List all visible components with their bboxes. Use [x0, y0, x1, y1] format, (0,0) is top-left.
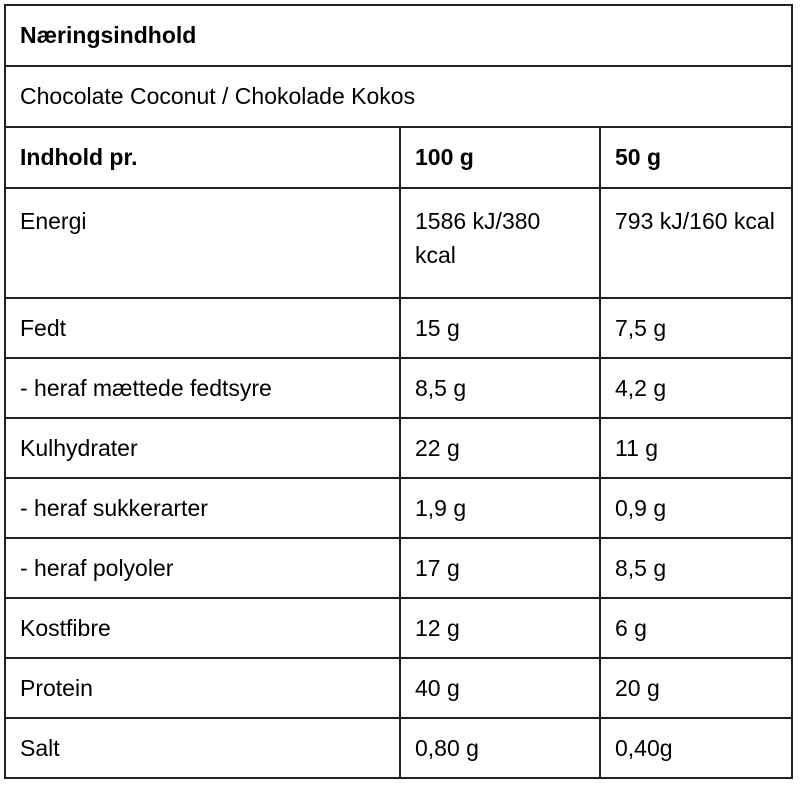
value-50g: 6 g [600, 598, 792, 658]
nutrient-label: Fedt [5, 298, 400, 358]
value-50g: 7,5 g [600, 298, 792, 358]
table-row [5, 538, 792, 598]
table-row [5, 718, 792, 778]
table-row [5, 598, 792, 658]
nutrient-label: Salt [5, 718, 400, 778]
nutrition-table [4, 4, 793, 779]
nutrient-label: - heraf polyoler [5, 538, 400, 598]
header-50g: 50 g [600, 127, 792, 188]
value-50g: 11 g [600, 418, 792, 478]
value-50g: 8,5 g [600, 538, 792, 598]
table-subtitle-row [5, 66, 792, 127]
value-100g: 15 g [400, 298, 600, 358]
nutrient-label: - heraf sukkerarter [5, 478, 400, 538]
table-row [5, 478, 792, 538]
table-row [5, 418, 792, 478]
nutrient-label: - heraf mættede fedtsyre [5, 358, 400, 418]
table-row [5, 188, 792, 298]
table-row [5, 298, 792, 358]
value-100g: 1,9 g [400, 478, 600, 538]
table-title-row [5, 5, 792, 66]
value-100g: 40 g [400, 658, 600, 718]
value-100g: 0,80 g [400, 718, 600, 778]
value-100g: 8,5 g [400, 358, 600, 418]
product-name: Chocolate Coconut / Chokolade Kokos [5, 66, 792, 127]
value-50g: 793 kJ/160 kcal [600, 188, 792, 298]
value-50g: 0,9 g [600, 478, 792, 538]
table-row [5, 658, 792, 718]
header-100g: 100 g [400, 127, 600, 188]
table-row [5, 358, 792, 418]
table-header-row [5, 127, 792, 188]
value-50g: 20 g [600, 658, 792, 718]
table-title: Næringsindhold [5, 5, 792, 66]
value-50g: 0,40g [600, 718, 792, 778]
nutrient-label: Energi [5, 188, 400, 298]
nutrient-label: Kulhydrater [5, 418, 400, 478]
header-nutrient: Indhold pr. [5, 127, 400, 188]
nutrient-label: Kostfibre [5, 598, 400, 658]
value-100g: 22 g [400, 418, 600, 478]
nutrient-label: Protein [5, 658, 400, 718]
value-50g: 4,2 g [600, 358, 792, 418]
value-100g: 17 g [400, 538, 600, 598]
value-100g: 12 g [400, 598, 600, 658]
value-100g: 1586 kJ/380 kcal [400, 188, 600, 298]
